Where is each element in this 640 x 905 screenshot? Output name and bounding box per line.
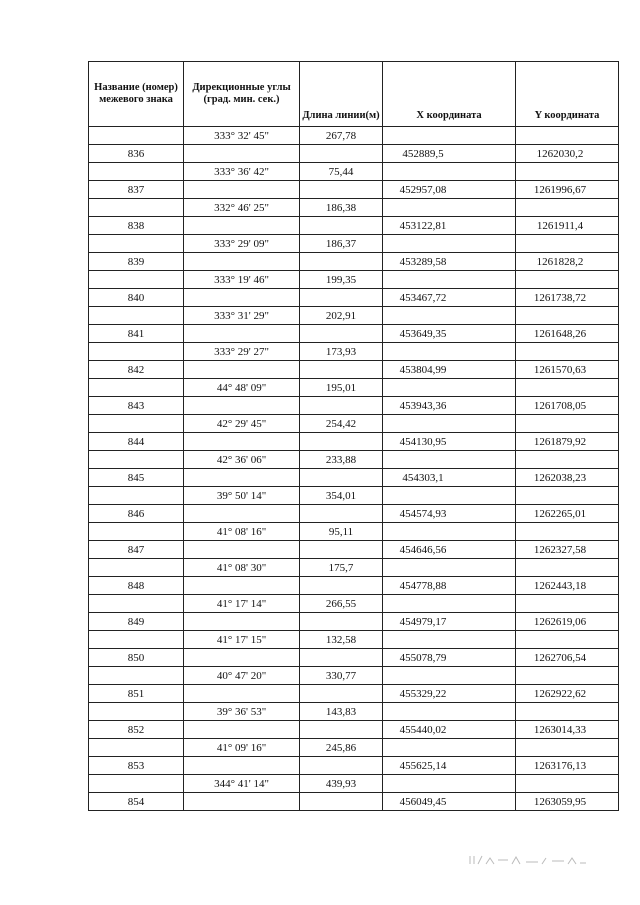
segment-row — [89, 199, 619, 217]
cell-point-name — [89, 775, 184, 793]
cell-length: 439,93 — [300, 775, 383, 793]
cell-x: 454979,17 — [383, 613, 516, 631]
header-angles: Дирекционные углы (град. мин. сек.) — [184, 62, 300, 127]
cell-x: 453943,36 — [383, 397, 516, 415]
cell-length: 245,86 — [300, 739, 383, 757]
cell-angle — [184, 469, 300, 487]
cell-y — [516, 343, 619, 361]
cell-length — [300, 541, 383, 559]
cell-angle: 44° 48' 09" — [184, 379, 300, 397]
cell-length — [300, 793, 383, 811]
segment-row — [89, 235, 619, 253]
cell-length: 175,7 — [300, 559, 383, 577]
cell-x — [383, 739, 516, 757]
cell-angle: 42° 36' 06" — [184, 451, 300, 469]
cell-angle: 41° 08' 30" — [184, 559, 300, 577]
cell-length — [300, 145, 383, 163]
cell-length — [300, 685, 383, 703]
cell-y — [516, 775, 619, 793]
cell-length — [300, 361, 383, 379]
cell-x — [383, 631, 516, 649]
cell-length: 233,88 — [300, 451, 383, 469]
cell-angle: 40° 47' 20" — [184, 667, 300, 685]
cell-point-name: 842 — [89, 361, 184, 379]
cell-y: 1261828,2 — [516, 253, 619, 271]
point-row — [89, 361, 619, 379]
cell-length — [300, 757, 383, 775]
cell-x — [383, 415, 516, 433]
cell-y: 1263014,33 — [516, 721, 619, 739]
cell-angle — [184, 289, 300, 307]
cell-y: 1261738,72 — [516, 289, 619, 307]
cell-point-name — [89, 487, 184, 505]
cell-point-name: 836 — [89, 145, 184, 163]
cell-angle — [184, 253, 300, 271]
cell-angle — [184, 685, 300, 703]
header-name: Название (номер) межевого знака — [89, 62, 184, 127]
cell-length: 354,01 — [300, 487, 383, 505]
cell-length — [300, 469, 383, 487]
cell-y: 1262038,23 — [516, 469, 619, 487]
cell-y: 1262443,18 — [516, 577, 619, 595]
cell-point-name: 853 — [89, 757, 184, 775]
cell-point-name: 850 — [89, 649, 184, 667]
cell-length — [300, 577, 383, 595]
cell-y — [516, 523, 619, 541]
cell-length: 186,38 — [300, 199, 383, 217]
header-length: Длина линии(м) — [300, 62, 383, 127]
point-row — [89, 649, 619, 667]
cell-angle — [184, 613, 300, 631]
cell-angle — [184, 541, 300, 559]
cell-point-name: 839 — [89, 253, 184, 271]
cell-x — [383, 127, 516, 145]
cell-x — [383, 559, 516, 577]
cell-x: 453122,81 — [383, 217, 516, 235]
cell-angle — [184, 361, 300, 379]
segment-row — [89, 343, 619, 361]
segment-row — [89, 271, 619, 289]
segment-row — [89, 415, 619, 433]
cell-y — [516, 163, 619, 181]
cell-angle: 333° 29' 27" — [184, 343, 300, 361]
point-row — [89, 469, 619, 487]
cell-point-name — [89, 595, 184, 613]
cell-angle: 41° 17' 15" — [184, 631, 300, 649]
point-row — [89, 505, 619, 523]
segment-row — [89, 595, 619, 613]
cell-y — [516, 595, 619, 613]
cell-angle — [184, 433, 300, 451]
cell-x — [383, 775, 516, 793]
cell-point-name — [89, 667, 184, 685]
cell-length — [300, 505, 383, 523]
cell-y — [516, 127, 619, 145]
cell-point-name: 844 — [89, 433, 184, 451]
cell-y: 1262265,01 — [516, 505, 619, 523]
cell-y — [516, 667, 619, 685]
cell-x: 454574,93 — [383, 505, 516, 523]
cell-length: 186,37 — [300, 235, 383, 253]
cell-length: 267,78 — [300, 127, 383, 145]
cell-point-name: 847 — [89, 541, 184, 559]
cell-x: 453289,58 — [383, 253, 516, 271]
point-row — [89, 721, 619, 739]
cell-point-name — [89, 703, 184, 721]
cell-angle: 41° 09' 16" — [184, 739, 300, 757]
cell-point-name: 851 — [89, 685, 184, 703]
cell-x — [383, 235, 516, 253]
cell-point-name: 837 — [89, 181, 184, 199]
cell-y: 1262922,62 — [516, 685, 619, 703]
cell-x — [383, 595, 516, 613]
segment-row — [89, 559, 619, 577]
cell-point-name: 848 — [89, 577, 184, 595]
point-row — [89, 541, 619, 559]
cell-point-name: 846 — [89, 505, 184, 523]
cell-angle: 333° 31' 29" — [184, 307, 300, 325]
cell-angle: 332° 46' 25" — [184, 199, 300, 217]
cell-angle — [184, 505, 300, 523]
cell-x: 455078,79 — [383, 649, 516, 667]
cell-y: 1262030,2 — [516, 145, 619, 163]
segment-row — [89, 523, 619, 541]
cell-y: 1262706,54 — [516, 649, 619, 667]
cell-x — [383, 451, 516, 469]
segment-row — [89, 127, 619, 145]
cell-length — [300, 181, 383, 199]
cell-x: 453467,72 — [383, 289, 516, 307]
cell-angle — [184, 793, 300, 811]
stamp-mark — [468, 848, 588, 870]
segment-row — [89, 451, 619, 469]
cell-point-name — [89, 631, 184, 649]
segment-row — [89, 163, 619, 181]
cell-x: 456049,45 — [383, 793, 516, 811]
cell-angle — [184, 181, 300, 199]
cell-y: 1262619,06 — [516, 613, 619, 631]
cell-x: 452889,5 — [383, 145, 516, 163]
cell-x: 454303,1 — [383, 469, 516, 487]
point-row — [89, 397, 619, 415]
cell-y — [516, 631, 619, 649]
cell-y — [516, 271, 619, 289]
segment-row — [89, 307, 619, 325]
cell-y: 1261708,05 — [516, 397, 619, 415]
cell-point-name — [89, 127, 184, 145]
point-row — [89, 289, 619, 307]
cell-point-name: 849 — [89, 613, 184, 631]
cell-x — [383, 667, 516, 685]
point-row — [89, 757, 619, 775]
cell-x: 455329,22 — [383, 685, 516, 703]
cell-x: 454646,56 — [383, 541, 516, 559]
cell-length — [300, 397, 383, 415]
cell-y — [516, 487, 619, 505]
point-row — [89, 181, 619, 199]
cell-x — [383, 307, 516, 325]
cell-length: 132,58 — [300, 631, 383, 649]
cell-point-name — [89, 163, 184, 181]
cell-length: 266,55 — [300, 595, 383, 613]
cell-y: 1261648,26 — [516, 325, 619, 343]
cell-point-name — [89, 343, 184, 361]
cell-length — [300, 613, 383, 631]
cell-y: 1261996,67 — [516, 181, 619, 199]
cell-x: 453804,99 — [383, 361, 516, 379]
cell-length: 199,35 — [300, 271, 383, 289]
cell-length — [300, 325, 383, 343]
cell-x — [383, 379, 516, 397]
cell-angle: 41° 17' 14" — [184, 595, 300, 613]
cell-length — [300, 253, 383, 271]
cell-x: 454130,95 — [383, 433, 516, 451]
cell-length: 330,77 — [300, 667, 383, 685]
point-row — [89, 217, 619, 235]
cell-y: 1263059,95 — [516, 793, 619, 811]
cell-x — [383, 523, 516, 541]
cell-point-name: 854 — [89, 793, 184, 811]
cell-angle — [184, 325, 300, 343]
cell-y: 1262327,58 — [516, 541, 619, 559]
cell-length: 254,42 — [300, 415, 383, 433]
cell-x: 453649,35 — [383, 325, 516, 343]
cell-y — [516, 559, 619, 577]
cell-y: 1261570,63 — [516, 361, 619, 379]
cell-y — [516, 415, 619, 433]
point-row — [89, 793, 619, 811]
cell-point-name — [89, 523, 184, 541]
cell-x — [383, 487, 516, 505]
cell-y: 1261911,4 — [516, 217, 619, 235]
cell-y — [516, 451, 619, 469]
cell-point-name — [89, 451, 184, 469]
header-row — [89, 62, 619, 127]
cell-point-name — [89, 271, 184, 289]
cell-angle: 333° 36' 42" — [184, 163, 300, 181]
cell-point-name: 843 — [89, 397, 184, 415]
cell-point-name — [89, 415, 184, 433]
cell-x — [383, 163, 516, 181]
cell-y — [516, 703, 619, 721]
segment-row — [89, 379, 619, 397]
cell-point-name — [89, 235, 184, 253]
point-row — [89, 145, 619, 163]
cell-x — [383, 343, 516, 361]
cell-angle: 39° 36' 53" — [184, 703, 300, 721]
cell-point-name — [89, 739, 184, 757]
cell-length: 195,01 — [300, 379, 383, 397]
cell-y: 1263176,13 — [516, 757, 619, 775]
cell-angle — [184, 397, 300, 415]
cell-length — [300, 433, 383, 451]
cell-length — [300, 649, 383, 667]
cell-point-name — [89, 379, 184, 397]
header-y: Y координата — [516, 62, 619, 127]
cell-point-name: 845 — [89, 469, 184, 487]
cell-angle: 41° 08' 16" — [184, 523, 300, 541]
cell-angle — [184, 577, 300, 595]
cell-x: 452957,08 — [383, 181, 516, 199]
coordinates-table — [88, 61, 619, 811]
cell-angle: 333° 32' 45" — [184, 127, 300, 145]
cell-angle — [184, 217, 300, 235]
cell-angle: 344° 41' 14" — [184, 775, 300, 793]
cell-point-name: 838 — [89, 217, 184, 235]
cell-angle — [184, 721, 300, 739]
cell-length — [300, 721, 383, 739]
segment-row — [89, 487, 619, 505]
segment-row — [89, 667, 619, 685]
point-row — [89, 613, 619, 631]
point-row — [89, 433, 619, 451]
cell-angle: 333° 19' 46" — [184, 271, 300, 289]
cell-length: 173,93 — [300, 343, 383, 361]
cell-y — [516, 739, 619, 757]
segment-row — [89, 631, 619, 649]
cell-angle: 333° 29' 09" — [184, 235, 300, 253]
cell-point-name — [89, 199, 184, 217]
table-body — [89, 127, 619, 811]
cell-point-name: 840 — [89, 289, 184, 307]
cell-point-name — [89, 559, 184, 577]
cell-y — [516, 379, 619, 397]
cell-length — [300, 289, 383, 307]
point-row — [89, 325, 619, 343]
cell-x: 455625,14 — [383, 757, 516, 775]
cell-length: 202,91 — [300, 307, 383, 325]
cell-x: 454778,88 — [383, 577, 516, 595]
cell-point-name — [89, 307, 184, 325]
point-row — [89, 253, 619, 271]
cell-point-name: 841 — [89, 325, 184, 343]
cell-angle — [184, 145, 300, 163]
cell-y — [516, 199, 619, 217]
segment-row — [89, 703, 619, 721]
cell-y: 1261879,92 — [516, 433, 619, 451]
point-row — [89, 577, 619, 595]
cell-angle — [184, 649, 300, 667]
cell-y — [516, 307, 619, 325]
cell-length: 95,11 — [300, 523, 383, 541]
segment-row — [89, 775, 619, 793]
cell-angle: 42° 29' 45" — [184, 415, 300, 433]
cell-length: 143,83 — [300, 703, 383, 721]
cell-angle — [184, 757, 300, 775]
segment-row — [89, 739, 619, 757]
cell-length — [300, 217, 383, 235]
point-row — [89, 685, 619, 703]
cell-x — [383, 199, 516, 217]
cell-y — [516, 235, 619, 253]
cell-x — [383, 271, 516, 289]
cell-x: 455440,02 — [383, 721, 516, 739]
header-x: Х координата — [383, 62, 516, 127]
cell-point-name: 852 — [89, 721, 184, 739]
cell-angle: 39° 50' 14" — [184, 487, 300, 505]
cell-x — [383, 703, 516, 721]
cell-length: 75,44 — [300, 163, 383, 181]
